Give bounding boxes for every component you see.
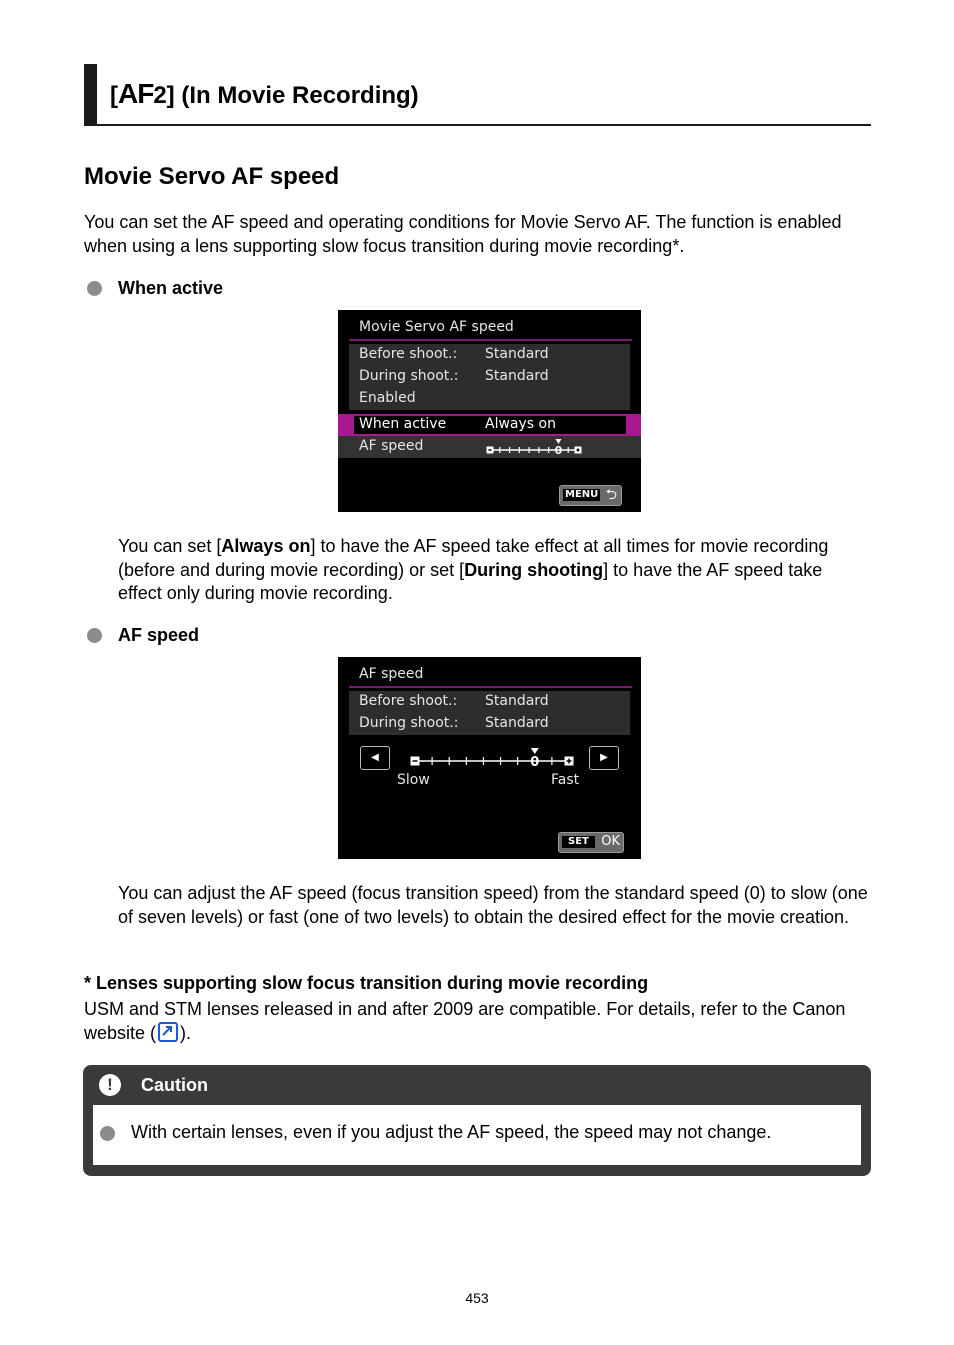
decrease-arrow-button[interactable]: ◀: [360, 746, 390, 770]
screen-title: AF speed: [359, 666, 424, 682]
setting-label: During shoot.:: [359, 715, 459, 731]
screen-title-rule: [349, 686, 632, 688]
bullet-label-af-speed: AF speed: [118, 625, 200, 645]
setting-label: Before shoot.:: [359, 693, 458, 709]
af-speed-scale[interactable]: [406, 745, 578, 771]
title-open-bracket: [: [110, 82, 118, 109]
bullet-label-when-active: When active: [118, 278, 224, 298]
af-tab-icon: AF: [118, 78, 154, 109]
slow-label: Slow: [397, 772, 430, 788]
return-icon: ⮌: [605, 487, 617, 503]
af-speed-description: You can adjust the AF speed (focus transition speed) from the standard speed (0) to slow (one of seven levels) or fast (one of two levels) to obtain the desired effect for the movie creation.: [118, 883, 868, 927]
bullet-dot: [87, 281, 102, 296]
screen-title-rule: [349, 339, 632, 341]
fast-label: Fast: [551, 772, 580, 788]
caution-item: With certain lenses, even if you adjust the AF speed, the speed may not change.: [131, 1122, 772, 1142]
screen-title: Movie Servo AF speed: [359, 319, 514, 335]
set-key-label: SET: [562, 836, 595, 848]
menu-item-value: Always on: [485, 416, 556, 432]
increase-arrow-button[interactable]: ▶: [589, 746, 619, 770]
intro-paragraph: You can set the AF speed and operating conditions for Movie Servo AF. The function is enabled when using a lens supporting slow focus transition during movie recording*.: [84, 212, 842, 256]
camera-screen-movie-servo-af-speed: [338, 310, 641, 512]
footnote-text: USM and STM lenses released in and after 2009 are compatible. For details, refer to the Canon website ( ).: [84, 999, 846, 1043]
setting-value: Standard: [485, 346, 549, 362]
page-number: 453: [465, 1290, 489, 1306]
setting-label: During shoot.:: [359, 368, 459, 384]
when-active-description: You can set [Always on] to have the AF speed take effect at all times for movie recording (before and during movie recording) or set [During shooting] to have the AF speed take effect only during movie recording.: [118, 536, 829, 603]
menu-item-label: When active: [359, 416, 447, 432]
setting-value: Standard: [485, 693, 549, 709]
scale-current-marker: [531, 748, 539, 754]
title-text: 2] (In Movie Recording): [153, 82, 419, 109]
set-ok-button[interactable]: [558, 832, 624, 853]
caution-icon: !: [99, 1074, 121, 1096]
page-heading: Movie Servo AF speed: [84, 163, 340, 190]
section-header-bar: [84, 64, 97, 125]
setting-value: Standard: [485, 368, 549, 384]
camera-screen-af-speed: [338, 657, 641, 859]
section-title: [110, 78, 419, 112]
setting-label: Before shoot.:: [359, 346, 458, 362]
af-speed-scale-mini: [484, 438, 584, 458]
scale-zero-label: 0: [530, 755, 540, 770]
external-link-icon[interactable]: [158, 1022, 178, 1042]
setting-label: Enabled: [359, 390, 416, 406]
scale-zero-label: 0: [554, 444, 563, 457]
ok-label: OK: [601, 834, 620, 849]
menu-item-label: AF speed: [359, 438, 424, 454]
caution-title: Caution: [141, 1075, 208, 1095]
section-header-rule: [84, 124, 871, 126]
setting-value: Standard: [485, 715, 549, 731]
menu-back-button[interactable]: [559, 485, 622, 506]
bullet-dot: [87, 628, 102, 643]
footnote-title: * Lenses supporting slow focus transition during movie recording: [84, 973, 649, 993]
bullet-dot: [100, 1126, 115, 1141]
menu-key-label: MENU: [565, 489, 599, 500]
